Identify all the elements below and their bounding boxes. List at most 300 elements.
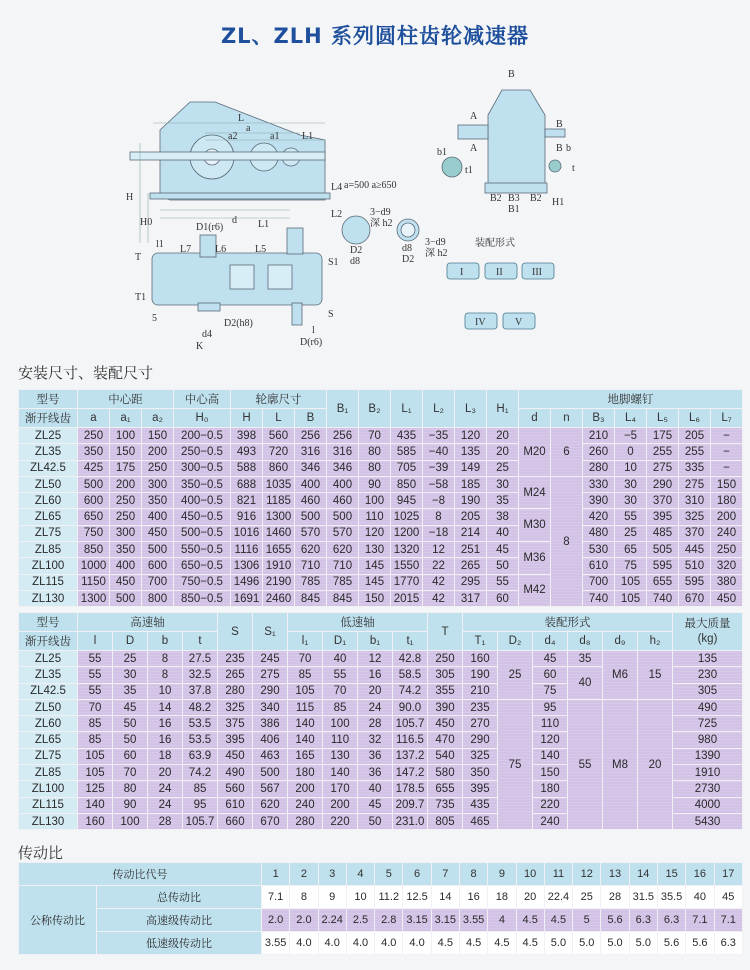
value-cell: 2190	[263, 574, 295, 590]
value-cell: 400	[295, 476, 327, 492]
model-cell: ZL65	[19, 732, 78, 748]
svg-text:3−d9: 3−d9	[370, 207, 391, 218]
value-cell: 480	[583, 525, 615, 541]
value-cell: 406	[253, 732, 288, 748]
value-cell: 35	[487, 493, 519, 509]
header: t	[183, 632, 218, 651]
value-cell: 140	[288, 716, 323, 732]
value-cell: 1300	[78, 590, 110, 606]
value-cell: 40	[487, 525, 519, 541]
value-cell: 27.5	[183, 651, 218, 667]
svg-text:d4: d4	[202, 329, 212, 340]
svg-text:III: III	[532, 267, 542, 278]
merged-cell: 6	[551, 428, 583, 477]
value-cell: −39	[423, 460, 455, 476]
value-cell: 220	[323, 813, 358, 829]
ratio-value: 2.8	[375, 909, 403, 932]
svg-text:H: H	[126, 192, 134, 203]
ratio-value: 5	[573, 909, 601, 932]
value-cell: 540	[428, 748, 463, 764]
ratio-value: 5.6	[601, 909, 629, 932]
value-cell: 1300	[263, 509, 295, 525]
value-cell: 145	[359, 574, 391, 590]
value-cell: 25	[487, 460, 519, 476]
value-cell: 0	[615, 444, 647, 460]
ratio-value: 4.5	[459, 932, 487, 955]
value-cell: 585	[391, 444, 423, 460]
model-cell: ZL50	[19, 476, 78, 492]
side-view-drawing	[130, 102, 330, 243]
header: L₅	[647, 409, 679, 428]
value-cell: 340	[253, 699, 288, 715]
value-cell: 425	[78, 460, 110, 476]
value-cell: 180	[533, 781, 568, 797]
header: D	[113, 632, 148, 651]
ratio-value: 4.0	[318, 932, 346, 955]
header: 传动比代号	[19, 863, 262, 886]
value-cell: 450	[711, 590, 743, 606]
plan-view-drawing	[152, 228, 322, 325]
svg-text:d8: d8	[402, 243, 412, 254]
ratio-value: 12.5	[403, 886, 431, 909]
value-cell: 245	[253, 651, 288, 667]
value-cell: 346	[295, 460, 327, 476]
value-cell: 500	[142, 542, 174, 558]
value-cell: 316	[295, 444, 327, 460]
value-cell: 510	[679, 558, 711, 574]
value-cell: 620	[327, 542, 359, 558]
value-cell: 290	[647, 476, 679, 492]
value-cell: 395	[463, 781, 498, 797]
value-cell: 100	[113, 813, 148, 829]
svg-text:V: V	[515, 317, 523, 328]
merged-cell: M24	[519, 476, 551, 509]
value-cell: 655	[428, 781, 463, 797]
value-cell: 140	[323, 765, 358, 781]
value-cell: 445	[679, 542, 711, 558]
value-cell: 120	[533, 732, 568, 748]
ratio-value: 5.0	[629, 932, 657, 955]
value-cell: 10	[148, 683, 183, 699]
model-cell: ZL60	[19, 493, 78, 509]
value-cell: 250	[142, 460, 174, 476]
model-cell: ZL85	[19, 542, 78, 558]
value-cell: 290	[253, 683, 288, 699]
section-heading-ratios: 传动比	[18, 844, 64, 862]
value-cell: 210	[583, 428, 615, 444]
svg-text:a=500 a≥650: a=500 a≥650	[344, 180, 397, 191]
ratio-value: 45	[714, 886, 743, 909]
ratio-value: 35.5	[657, 886, 685, 909]
value-cell: 4000	[673, 797, 743, 813]
ratio-code: 3	[318, 863, 346, 886]
value-cell: 325	[463, 748, 498, 764]
value-cell: 588	[231, 460, 263, 476]
value-cell: 785	[295, 574, 327, 590]
table-row	[19, 476, 743, 492]
value-cell: 280	[288, 813, 323, 829]
value-cell: 325	[679, 509, 711, 525]
value-cell: 190	[463, 667, 498, 683]
header: 中心高	[174, 390, 231, 409]
value-cell: 200	[142, 444, 174, 460]
value-cell: 85	[288, 667, 323, 683]
model-cell: ZL60	[19, 716, 78, 732]
model-cell: ZL42.5	[19, 683, 78, 699]
value-cell: 250	[428, 651, 463, 667]
value-cell: 1025	[391, 509, 423, 525]
table-row	[19, 699, 743, 715]
merged-cell: 25	[498, 651, 533, 700]
ratio-code: 5	[375, 863, 403, 886]
svg-text:D2: D2	[402, 254, 415, 265]
header: 装配形式	[463, 613, 673, 632]
svg-text:t: t	[572, 163, 575, 174]
value-cell: 1016	[231, 525, 263, 541]
value-cell: 390	[428, 699, 463, 715]
ratio-value: 20	[516, 886, 544, 909]
ratio-value: 18	[488, 886, 516, 909]
value-cell: 1116	[231, 542, 263, 558]
ratio-value: 31.5	[629, 886, 657, 909]
value-cell: 28	[358, 716, 393, 732]
value-cell: 16	[358, 667, 393, 683]
value-cell: 105	[78, 748, 113, 764]
header: L₁	[391, 390, 423, 428]
value-cell: 400	[327, 476, 359, 492]
value-cell: 185	[455, 476, 487, 492]
value-cell: 53.5	[183, 716, 218, 732]
ratio-value: 14	[431, 886, 459, 909]
value-cell: 1390	[673, 748, 743, 764]
model-cell: ZL130	[19, 590, 78, 606]
value-cell: 560	[263, 428, 295, 444]
value-cell: 346	[327, 460, 359, 476]
value-cell: 460	[327, 493, 359, 509]
value-cell: 25	[615, 525, 647, 541]
table-row	[19, 590, 743, 606]
table-row	[19, 428, 743, 444]
table-row	[19, 525, 743, 541]
ratio-value: 6.3	[714, 932, 743, 955]
value-cell: 170	[323, 781, 358, 797]
ratio-value: 4.0	[375, 932, 403, 955]
header: B₁	[327, 390, 359, 428]
model-cell: ZL25	[19, 428, 78, 444]
header: L₄	[615, 409, 647, 428]
ratio-value: 5.6	[686, 932, 714, 955]
value-cell: 500	[78, 476, 110, 492]
svg-text:L4: L4	[331, 182, 343, 193]
value-cell: 37.8	[183, 683, 218, 699]
value-cell: 20	[358, 683, 393, 699]
value-cell: 317	[455, 590, 487, 606]
value-cell: 800	[142, 590, 174, 606]
value-cell: 850	[391, 476, 423, 492]
value-cell: 42.8	[393, 651, 428, 667]
svg-text:B2: B2	[490, 193, 502, 204]
value-cell: −58	[423, 476, 455, 492]
value-cell: 320	[711, 558, 743, 574]
value-cell: 235	[218, 651, 253, 667]
row-label: 高速级传动比	[97, 909, 262, 932]
value-cell: 325	[218, 699, 253, 715]
svg-text:L7: L7	[180, 244, 192, 255]
value-cell: 470	[428, 732, 463, 748]
value-cell: 20	[487, 428, 519, 444]
model-cell: ZL100	[19, 558, 78, 574]
value-cell: 110	[533, 716, 568, 732]
value-cell: 80	[113, 781, 148, 797]
value-cell: 36	[358, 765, 393, 781]
svg-text:A: A	[470, 143, 478, 154]
value-cell: 75	[533, 683, 568, 699]
header: 型号	[19, 390, 78, 409]
svg-text:T1: T1	[135, 292, 147, 303]
value-cell: 120	[359, 525, 391, 541]
value-cell: 149	[455, 460, 487, 476]
ratio-value: 7.1	[686, 909, 714, 932]
value-cell: 115	[288, 699, 323, 715]
header: L₇	[711, 409, 743, 428]
ratio-value: 8	[290, 886, 318, 909]
value-cell: 1200	[391, 525, 423, 541]
ratio-value: 11.2	[375, 886, 403, 909]
value-cell: 55	[487, 574, 519, 590]
header: B	[295, 409, 327, 428]
svg-text:B: B	[556, 119, 563, 130]
value-cell: 18	[148, 748, 183, 764]
value-cell: 280	[583, 460, 615, 476]
ratio-code: 9	[488, 863, 516, 886]
value-cell: 600	[142, 558, 174, 574]
svg-text:L6: L6	[215, 244, 227, 255]
ratio-value: 5.0	[601, 932, 629, 955]
svg-text:I: I	[460, 267, 464, 278]
value-cell: 135	[455, 444, 487, 460]
value-cell: 380	[711, 574, 743, 590]
value-cell: 255	[647, 444, 679, 460]
value-cell: −40	[423, 444, 455, 460]
value-cell: 150	[110, 444, 142, 460]
transmission-ratio-table	[18, 862, 743, 955]
model-cell: ZL75	[19, 525, 78, 541]
value-cell: 450	[428, 716, 463, 732]
header: L₂	[423, 390, 455, 428]
value-cell: 53.5	[183, 732, 218, 748]
ratio-code: 12	[573, 863, 601, 886]
svg-text:L5: L5	[255, 244, 267, 255]
value-cell: 330	[583, 476, 615, 492]
value-cell: 570	[295, 525, 327, 541]
value-cell: 240	[711, 525, 743, 541]
value-cell: 150	[359, 590, 391, 606]
ratio-value: 2.0	[262, 909, 290, 932]
value-cell: 335	[679, 460, 711, 476]
header: 最大质量 (kg)	[673, 613, 743, 651]
merged-cell: M36	[519, 542, 551, 575]
value-cell: 50	[487, 558, 519, 574]
value-cell: 45	[113, 699, 148, 715]
header: d	[519, 409, 551, 428]
table-row	[19, 651, 743, 667]
value-cell: 24	[148, 781, 183, 797]
value-cell: 750	[78, 525, 110, 541]
svg-text:b1: b1	[437, 147, 447, 158]
assembly-forms	[447, 236, 554, 329]
ratio-value: 6.3	[629, 909, 657, 932]
value-cell: 500	[295, 509, 327, 525]
group-label: 公称传动比	[19, 886, 97, 955]
header: H	[231, 409, 263, 428]
value-cell: 85	[78, 732, 113, 748]
value-cell: 12	[358, 651, 393, 667]
ratio-value: 5.0	[544, 932, 572, 955]
ratio-value: 3.15	[431, 909, 459, 932]
value-cell: 209.7	[393, 797, 428, 813]
svg-text:3−d9: 3−d9	[425, 237, 446, 248]
value-cell: 595	[647, 558, 679, 574]
value-cell: 178.5	[393, 781, 428, 797]
table-row	[19, 932, 743, 955]
value-cell: 395	[647, 509, 679, 525]
value-cell: 500	[327, 509, 359, 525]
value-cell: 50	[358, 813, 393, 829]
value-cell: 160	[78, 813, 113, 829]
value-cell: 80	[359, 460, 391, 476]
value-cell: 10	[615, 460, 647, 476]
ratio-code: 14	[629, 863, 657, 886]
row-label: 总传动比	[97, 886, 262, 909]
value-cell: 620	[253, 797, 288, 813]
value-cell: 1655	[263, 542, 295, 558]
ratio-value: 2.5	[346, 909, 374, 932]
value-cell: 63.9	[183, 748, 218, 764]
value-cell: 74.2	[393, 683, 428, 699]
value-cell: 386	[253, 716, 288, 732]
value-cell: 305	[428, 667, 463, 683]
value-cell: 55	[615, 509, 647, 525]
value-cell: 500	[253, 765, 288, 781]
value-cell: 2015	[391, 590, 423, 606]
value-cell: 85	[78, 716, 113, 732]
svg-text:L: L	[238, 113, 245, 124]
value-cell: 147.2	[393, 765, 428, 781]
value-cell: 65	[615, 542, 647, 558]
ratio-code: 17	[714, 863, 743, 886]
table-row	[19, 542, 743, 558]
value-cell: 90.0	[393, 699, 428, 715]
value-cell: 610	[583, 558, 615, 574]
value-cell: 1550	[391, 558, 423, 574]
section-views	[342, 180, 448, 267]
value-cell: 435	[391, 428, 423, 444]
ratio-value: 16	[459, 886, 487, 909]
value-cell: 28	[148, 813, 183, 829]
value-cell: 42	[423, 574, 455, 590]
value-cell: 36	[358, 748, 393, 764]
value-cell: 460	[295, 493, 327, 509]
svg-text:a1: a1	[270, 131, 280, 142]
model-cell: ZL85	[19, 765, 78, 781]
value-cell: 316	[327, 444, 359, 460]
value-cell: 30	[113, 667, 148, 683]
value-cell: 660	[218, 813, 253, 829]
value-cell: −5	[615, 428, 647, 444]
value-cell: 200	[288, 781, 323, 797]
value-cell: 300	[142, 476, 174, 492]
value-cell: 200−0.5	[174, 428, 231, 444]
value-cell: 493	[231, 444, 263, 460]
svg-text:a2: a2	[228, 131, 238, 142]
ratio-value: 4	[488, 909, 516, 932]
value-cell: 50	[113, 732, 148, 748]
value-cell: 14	[148, 699, 183, 715]
header: H₁	[487, 390, 519, 428]
header: a₁	[110, 409, 142, 428]
shaft-dimensions-table	[18, 612, 743, 830]
value-cell: 16	[148, 732, 183, 748]
value-cell: 505	[647, 542, 679, 558]
header: 低速轴	[288, 613, 428, 632]
value-cell: 485	[647, 525, 679, 541]
value-cell: 250−0.5	[174, 444, 231, 460]
ratio-code: 13	[601, 863, 629, 886]
value-cell: 398	[231, 428, 263, 444]
value-cell: 725	[673, 716, 743, 732]
value-cell: 1320	[391, 542, 423, 558]
svg-text:D2: D2	[350, 245, 363, 256]
value-cell: 280	[218, 683, 253, 699]
header: H₀	[174, 409, 231, 428]
ratio-code: 7	[431, 863, 459, 886]
model-cell: ZL35	[19, 444, 78, 460]
value-cell: 205	[679, 428, 711, 444]
value-cell: 175	[110, 460, 142, 476]
value-cell: 175	[647, 428, 679, 444]
value-cell: 74.2	[183, 765, 218, 781]
svg-text:5: 5	[152, 313, 157, 324]
value-cell: 70	[359, 428, 391, 444]
table-row	[19, 493, 743, 509]
value-cell: 24	[148, 797, 183, 813]
value-cell: 45	[533, 651, 568, 667]
value-cell: 400−0.5	[174, 493, 231, 509]
value-cell: 180	[288, 765, 323, 781]
value-cell: 750−0.5	[174, 574, 231, 590]
value-cell: 450	[142, 525, 174, 541]
value-cell: 265	[218, 667, 253, 683]
header: h₂	[638, 632, 673, 651]
value-cell: 16	[148, 716, 183, 732]
header: B₃	[583, 409, 615, 428]
svg-text:B: B	[556, 143, 563, 154]
technical-drawings	[0, 55, 750, 355]
value-cell: 550−0.5	[174, 542, 231, 558]
value-cell: 231.0	[393, 813, 428, 829]
value-cell: 30	[615, 493, 647, 509]
value-cell: 570	[327, 525, 359, 541]
value-cell: 25	[113, 651, 148, 667]
value-cell: 130	[323, 748, 358, 764]
model-cell: ZL65	[19, 509, 78, 525]
table-row	[19, 909, 743, 932]
value-cell: 595	[679, 574, 711, 590]
model-cell: ZL25	[19, 651, 78, 667]
value-cell: 295	[455, 574, 487, 590]
value-cell: 490	[673, 699, 743, 715]
value-cell: 350	[78, 444, 110, 460]
